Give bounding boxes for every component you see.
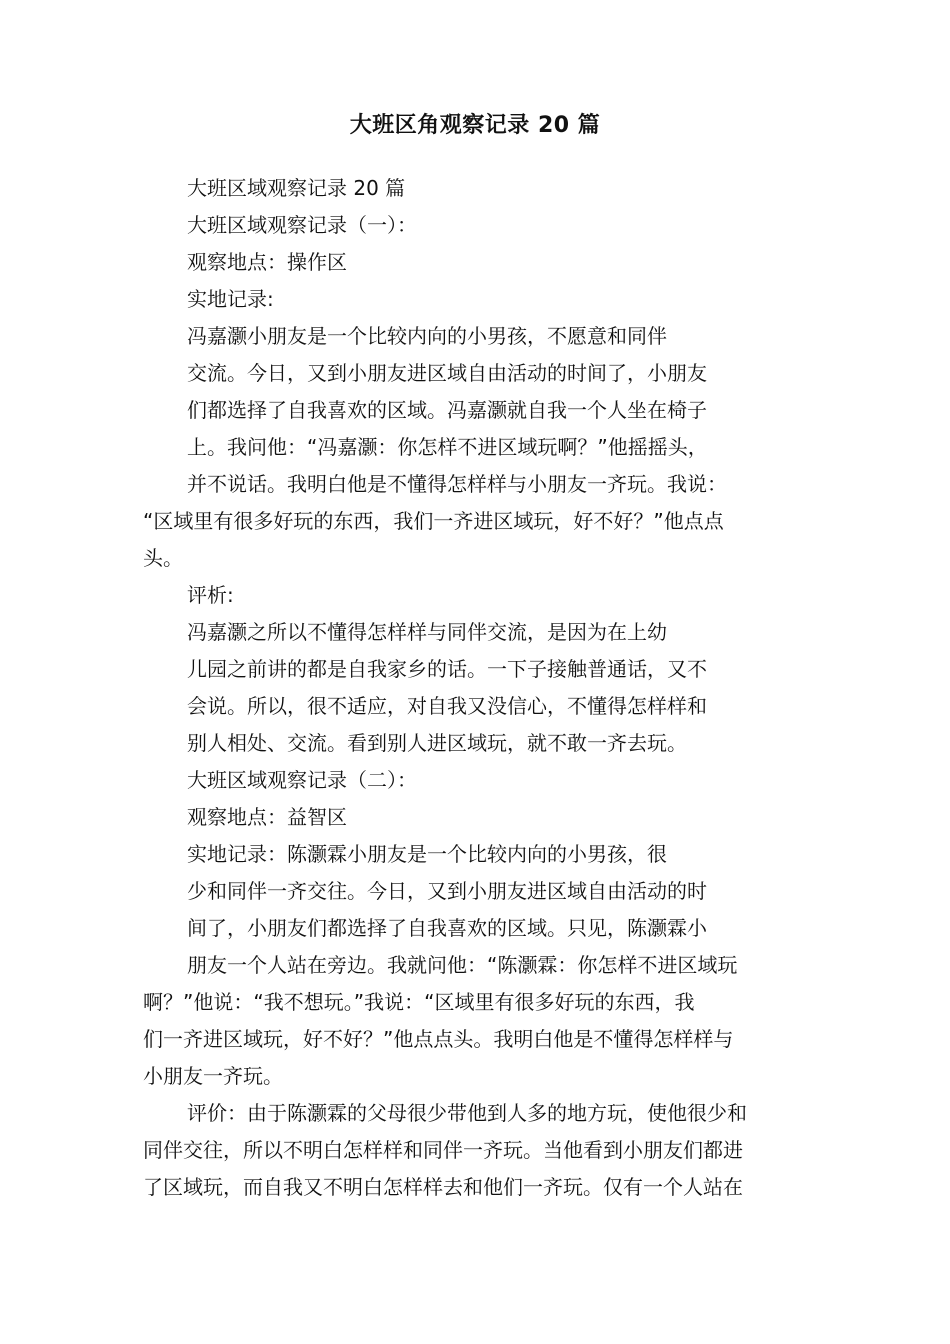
body-line: 了区域玩，而自我又不明白怎样样去和他们一齐玩。仅有一个人站在 [143, 1175, 743, 1199]
body-line: 小朋友一齐玩。 [143, 1064, 283, 1088]
body-line: 头。 [143, 546, 183, 570]
body-line: 儿园之前讲的都是自我家乡的话。一下子接触普通话，又不 [187, 657, 707, 681]
document-title: 大班区角观察记录 20 篇 [349, 113, 601, 138]
document-body [143, 170, 807, 1206]
body-line: 评价：由于陈灏霖的父母很少带他到人多的地方玩，使他很少和 [187, 1101, 747, 1125]
body-line: 会说。所以，很不适应，对自我又没信心，不懂得怎样样和 [187, 694, 707, 718]
body-line: 大班区域观察记录 20 篇 [187, 176, 406, 200]
body-line: 实地记录: [187, 287, 274, 311]
body-line: 上。我问他：“冯嘉灏：你怎样不进区域玩啊？”他摇摇头， [187, 435, 708, 459]
body-line: 朋友一个人站在旁边。我就问他：“陈灏霖：你怎样不进区域玩 [187, 953, 738, 977]
body-line: 实地记录：陈灏霖小朋友是一个比较内向的小男孩，很 [187, 842, 667, 866]
body-line: 少和同伴一齐交往。今日，又到小朋友进区域自由活动的时 [187, 879, 707, 903]
body-line: 同伴交往，所以不明白怎样样和同伴一齐玩。当他看到小朋友们都进 [143, 1138, 743, 1162]
body-line: 大班区域观察记录（一）： [187, 213, 417, 237]
body-line: 们都选择了自我喜欢的区域。冯嘉灏就自我一个人坐在椅子 [187, 398, 707, 422]
body-line: 冯嘉灏小朋友是一个比较内向的小男孩，不愿意和同伴 [187, 324, 667, 348]
body-line: 间了，小朋友们都选择了自我喜欢的区域。只见，陈灏霖小 [187, 916, 707, 940]
body-line: 交流。今日，又到小朋友进区域自由活动的时间了，小朋友 [187, 361, 707, 385]
body-line: 观察地点：操作区 [187, 250, 347, 274]
body-line: 啊？”他说：“我不想玩。”我说：“区域里有很多好玩的东西，我 [143, 990, 695, 1014]
body-line: 们一齐进区域玩，好不好？”他点点头。我明白他是不懂得怎样样与 [143, 1027, 734, 1051]
body-line: 观察地点：益智区 [187, 805, 347, 829]
body-line: 大班区域观察记录（二）： [187, 768, 417, 792]
body-line: 冯嘉灏之所以不懂得怎样样与同伴交流，是因为在上幼 [187, 620, 667, 644]
body-line: “区域里有很多好玩的东西，我们一齐进区域玩，好不好？”他点点 [143, 509, 724, 533]
body-line: 别人相处、交流。看到别人进区域玩，就不敢一齐去玩。 [187, 731, 687, 755]
body-line: 评析: [187, 583, 234, 607]
body-line: 并不说话。我明白他是不懂得怎样样与小朋友一齐玩。我说： [187, 472, 727, 496]
